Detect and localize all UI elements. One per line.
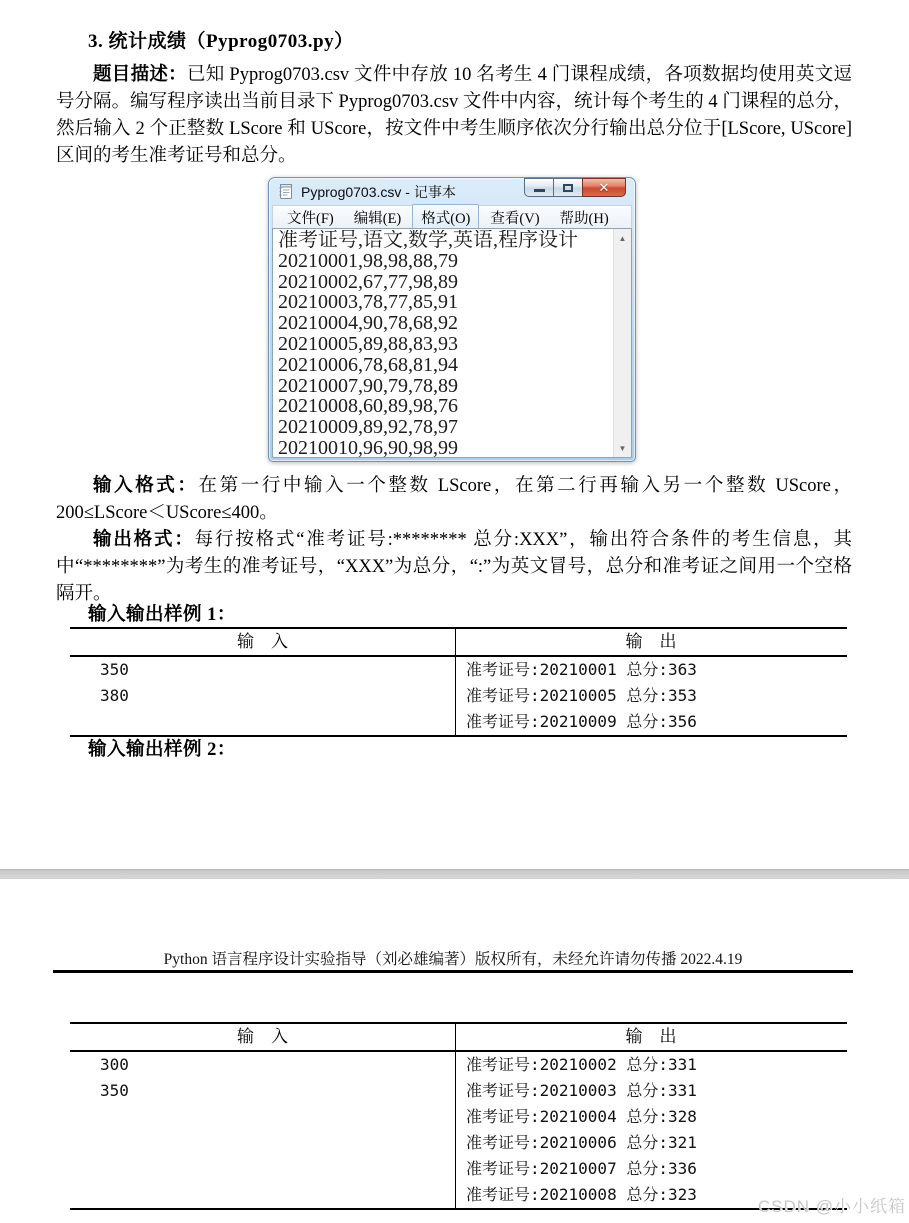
close-icon: ✕ <box>598 180 610 195</box>
sample1-table <box>70 627 847 737</box>
table-cell: 380 <box>100 686 129 705</box>
csv-line: 20210010,96,90,98,99 <box>278 436 458 457</box>
sample1-table-header <box>70 629 847 657</box>
close-button[interactable] <box>582 178 626 197</box>
csv-line: 20210007,90,79,78,89 <box>278 374 458 397</box>
minimize-button[interactable] <box>524 178 554 197</box>
page2-running-header: Python 语言程序设计实验指导（刘必雄编著）版权所有，未经允许请勿传播 2022.4.19 <box>163 951 743 968</box>
csv-line: 20210005,89,88,83,93 <box>278 332 458 355</box>
scroll-down-icon[interactable]: ▼ <box>618 443 627 453</box>
sample2-table-header <box>70 1024 847 1052</box>
notepad-icon <box>277 183 294 200</box>
table-cell: 准考证号:20210006 总分:321 <box>466 1133 697 1152</box>
output-format-text: 每行按格式“准考证号:******** 总分:XXX”，输出符合条件的考生信息，其中“********”为考生的准考证号，“XXX”为总分，“:”为英文冒号，总分和准考证之间用一个空格隔开。 <box>56 530 852 604</box>
csv-file-text <box>273 230 613 457</box>
csdn-watermark: CSDN @小小纸箱 <box>757 1197 906 1216</box>
menu-file[interactable]: 文件(F) <box>287 210 334 227</box>
csv-line: 20210004,90,78,68,92 <box>278 312 458 335</box>
maximize-icon <box>563 184 573 192</box>
description-text: 已知 Pyprog0703.csv 文件中存放 10 名考生 4 门课程成绩，各项数据均使用英文逗号分隔。编写程序读出当前目录下 Pyprog0703.csv 文件中内容，统计每个考生的 4 门课程的总分，然后输入 2 个正整数 LScore 和 UScore，按文件中考生顺序依次分行输出总分位于[LScore, UScore]区间的考生准考证号和总分。 <box>56 65 852 166</box>
table-cell: 准考证号:20210001 总分:363 <box>466 660 697 679</box>
maximize-button[interactable] <box>553 178 583 197</box>
notepad-menubar <box>272 205 632 228</box>
menu-format[interactable]: 格式(O) <box>412 204 479 231</box>
sample2-table-body <box>70 1052 847 1208</box>
output-column-header: 输 出 <box>625 632 677 651</box>
description-label: 题目描述： <box>93 65 187 85</box>
sample2-heading: 输入输出样例 2： <box>88 740 236 760</box>
csv-line: 20210009,89,92,78,97 <box>278 416 458 439</box>
input-column-header: 输 入 <box>237 632 288 651</box>
csv-line: 20210003,78,77,85,91 <box>278 291 458 314</box>
scrollbar[interactable] <box>613 229 631 457</box>
csv-line: 20210001,98,98,88,79 <box>278 249 458 272</box>
table-cell: 准考证号:20210007 总分:336 <box>466 1159 697 1178</box>
table-cell <box>70 709 455 735</box>
table-cell: 准考证号:20210003 总分:331 <box>466 1081 697 1100</box>
notepad-window-title: Pyprog0703.csv - 记事本 <box>301 183 456 200</box>
table-cell: 350 <box>100 660 129 679</box>
problem-description <box>56 62 852 170</box>
csv-line: 20210002,67,77,98,89 <box>278 270 458 293</box>
csv-line: 准考证号,语文,数学,英语,程序设计 <box>278 230 578 251</box>
page-title: 3. 统计成绩（Pyprog0703.py） <box>88 31 354 52</box>
input-format-label: 输入格式： <box>93 476 199 496</box>
sample2-input-column <box>70 1052 455 1208</box>
sample1-heading: 输入输出样例 1： <box>88 605 236 625</box>
page-separator <box>0 869 909 879</box>
menu-help[interactable]: 帮助(H) <box>559 210 609 227</box>
table-cell: 准考证号:20210009 总分:356 <box>466 712 697 731</box>
table-cell: 准考证号:20210004 总分:328 <box>466 1107 697 1126</box>
sample1-table-body <box>70 657 847 735</box>
sample2-table <box>70 1022 847 1210</box>
sample1-input-column <box>70 657 455 735</box>
input-column-header: 输 入 <box>237 1027 288 1046</box>
table-cell: 准考证号:20210005 总分:353 <box>466 686 697 705</box>
sample2-output-column <box>455 1052 847 1208</box>
sample1-output-column <box>455 657 847 735</box>
table-cell: 准考证号:20210002 总分:331 <box>466 1055 697 1074</box>
table-cell <box>70 1104 455 1130</box>
table-cell <box>70 1156 455 1182</box>
minimize-icon <box>534 189 545 192</box>
table-cell <box>70 1182 455 1208</box>
table-cell <box>70 1130 455 1156</box>
table-cell: 350 <box>100 1081 129 1100</box>
page2-header-rule <box>53 970 853 973</box>
csv-line: 20210008,60,89,98,76 <box>278 395 458 418</box>
output-format-label: 输出格式： <box>93 530 195 550</box>
csv-line: 20210006,78,68,81,94 <box>278 353 458 376</box>
table-cell: 300 <box>100 1055 129 1074</box>
table-column-divider <box>455 1024 456 1208</box>
format-section <box>56 473 852 608</box>
output-column-header: 输 出 <box>625 1027 677 1046</box>
window-controls <box>525 178 626 197</box>
notepad-window <box>268 177 636 462</box>
notepad-content-area[interactable] <box>272 228 632 458</box>
table-column-divider <box>455 629 456 735</box>
table-cell: 准考证号:20210008 总分:323 <box>466 1185 697 1204</box>
input-format-text: 在第一行中输入一个整数 LScore，在第二行再输入另一个整数 UScore，200≤LScore＜UScore≤400。 <box>56 476 852 523</box>
menu-edit[interactable]: 编辑(E) <box>353 210 402 227</box>
menu-view[interactable]: 查看(V) <box>490 210 540 227</box>
scroll-up-icon[interactable]: ▲ <box>618 233 627 243</box>
